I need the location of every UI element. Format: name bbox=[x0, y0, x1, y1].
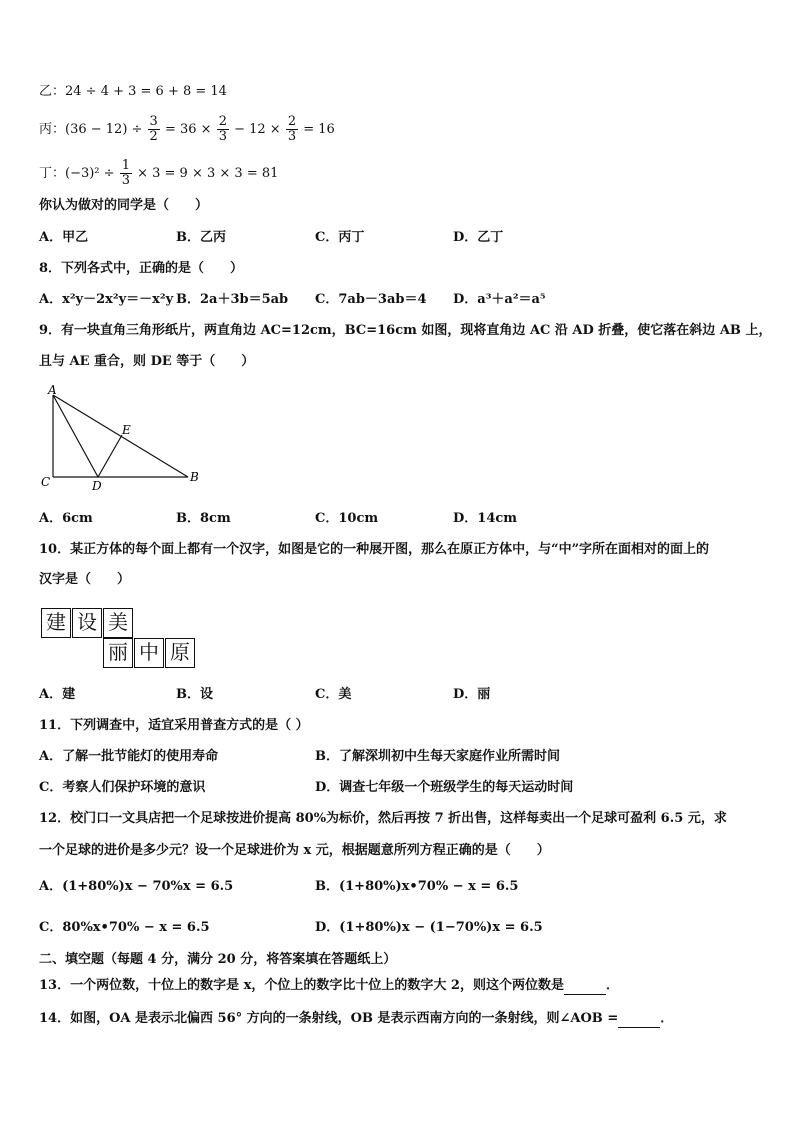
q8-option-a[interactable]: A．x²y－2x²y＝－x²y bbox=[39, 292, 174, 307]
fold-ad bbox=[53, 395, 98, 477]
q9-stem-1: 9．有一块直角三角形纸片，两直角边 AC=12cm，BC=16cm 如图，现将直角边 AC 沿 AD 折叠，使它落在斜边 AB 上， bbox=[39, 323, 772, 338]
net-cell: 建 bbox=[41, 608, 71, 638]
triangle-figure bbox=[36, 382, 216, 494]
q8-option-d[interactable]: D．a³＋a²＝a⁵ bbox=[453, 292, 546, 307]
q8-option-c[interactable]: C．7ab－3ab＝4 bbox=[315, 292, 427, 307]
q12-option-b[interactable]: B．(1+80%)x•70% − x = 6.5 bbox=[315, 879, 519, 894]
q8-stem: 8．下列各式中，正确的是（ ） bbox=[39, 261, 244, 276]
label-c: C bbox=[41, 475, 51, 489]
q11-option-d[interactable]: D．调查七年级一个班级学生的每天运动时间 bbox=[315, 780, 574, 795]
q7-option-b[interactable]: B．乙丙 bbox=[176, 230, 226, 245]
net-cell: 原 bbox=[165, 638, 195, 668]
fraction: $\frac{1}{3}$ bbox=[121, 158, 130, 188]
q12-option-c[interactable]: C．80%x•70% − x = 6.5 bbox=[39, 920, 210, 935]
segment-de bbox=[98, 435, 122, 477]
q11-stem: 11．下列调查中，适宜采用普查方式的是（ ） bbox=[39, 718, 309, 733]
q9-option-c[interactable]: C．10cm bbox=[315, 511, 379, 526]
q12-stem-2: 一个足球的进价是多少元？设一个足球进价为 x 元，根据题意所列方程正确的是（ ） bbox=[39, 843, 550, 858]
q9-option-d[interactable]: D．14cm bbox=[453, 511, 518, 526]
q8-option-b[interactable]: B．2a＋3b＝5ab bbox=[176, 292, 289, 307]
q10-stem-2: 汉字是（ ） bbox=[39, 572, 131, 587]
fraction: $\frac{3}{2}$ bbox=[149, 114, 158, 144]
q14: 14．如图，OA 是表示北偏西 56° 方向的一条射线，OB 是表示西南方向的一条射线，则∠AOB = ． bbox=[39, 1011, 674, 1026]
q10-option-a[interactable]: A．建 bbox=[39, 687, 76, 702]
line-ding: 丁：(−3)² ÷ $\frac{1}{3}$ × 3 = 9 × 3 × 3 = 81 bbox=[39, 158, 279, 188]
label-d: D bbox=[92, 479, 102, 493]
label-e: E bbox=[122, 423, 131, 437]
net-cell: 设 bbox=[72, 608, 102, 638]
q10-option-b[interactable]: B．设 bbox=[176, 687, 213, 702]
q9-stem-2: 且与 AE 重合，则 DE 等于（ ） bbox=[39, 354, 255, 369]
answer-blank[interactable] bbox=[618, 1013, 660, 1028]
q10-stem-1: 10．某正方体的每个面上都有一个汉字，如图是它的一种展开图，那么在原正方体中，与“中”字所在面相对的面上的 bbox=[39, 542, 710, 557]
label-b: B bbox=[190, 470, 199, 484]
q13: 13．一个两位数，十位上的数字是 x，个位上的数字比十位上的数字大 2，则这个两位数是 ． bbox=[39, 978, 619, 993]
fraction: $\frac{2}{3}$ bbox=[287, 114, 297, 144]
q7-ask: 你认为做对的同学是（ ） bbox=[39, 198, 209, 213]
q7-option-c[interactable]: C．丙丁 bbox=[315, 230, 365, 245]
q11-option-a[interactable]: A．了解一批节能灯的使用寿命 bbox=[39, 749, 219, 764]
section-fill-in: 二、填空题（每题 4 分，满分 20 分，将答案填在答题纸上） bbox=[39, 952, 397, 967]
q9-option-a[interactable]: A．6cm bbox=[39, 511, 93, 526]
q12-stem-1: 12．校门口一文具店把一个足球按进价提高 80%为标价，然后再按 7 折出售，这样每卖出一个足球可盈利 6.5 元，求 bbox=[39, 811, 727, 826]
q10-option-c[interactable]: C．美 bbox=[315, 687, 352, 702]
q12-option-a[interactable]: A．(1+80%)x − 70%x = 6.5 bbox=[39, 879, 234, 894]
answer-blank[interactable] bbox=[564, 980, 606, 995]
net-cell: 中 bbox=[134, 638, 164, 668]
q10-option-d[interactable]: D．丽 bbox=[453, 687, 491, 702]
fraction: $\frac{2}{3}$ bbox=[218, 114, 227, 144]
q11-option-b[interactable]: B．了解深圳初中生每天家庭作业所需时间 bbox=[315, 749, 560, 764]
line-bing: 丙：(36 − 12) ÷ $\frac{3}{2}$ = 36 × $\frac{2}{3}$ − 12 × $\frac{2}{3}$ = 16 bbox=[39, 114, 335, 144]
side-ab bbox=[53, 395, 188, 477]
q7-option-d[interactable]: D．乙丁 bbox=[453, 230, 504, 245]
net-cell: 丽 bbox=[103, 638, 133, 668]
q9-option-b[interactable]: B．8cm bbox=[176, 511, 231, 526]
net-cell: 美 bbox=[103, 608, 133, 638]
q11-option-c[interactable]: C．考察人们保护环境的意识 bbox=[39, 780, 206, 795]
line-yi: 乙：24 ÷ 4 + 3 = 6 + 8 = 14 bbox=[39, 84, 227, 99]
label-a: A bbox=[48, 383, 57, 397]
q7-option-a[interactable]: A．甲乙 bbox=[39, 230, 89, 245]
q12-option-d[interactable]: D．(1+80%)x − (1−70%)x = 6.5 bbox=[315, 920, 543, 935]
